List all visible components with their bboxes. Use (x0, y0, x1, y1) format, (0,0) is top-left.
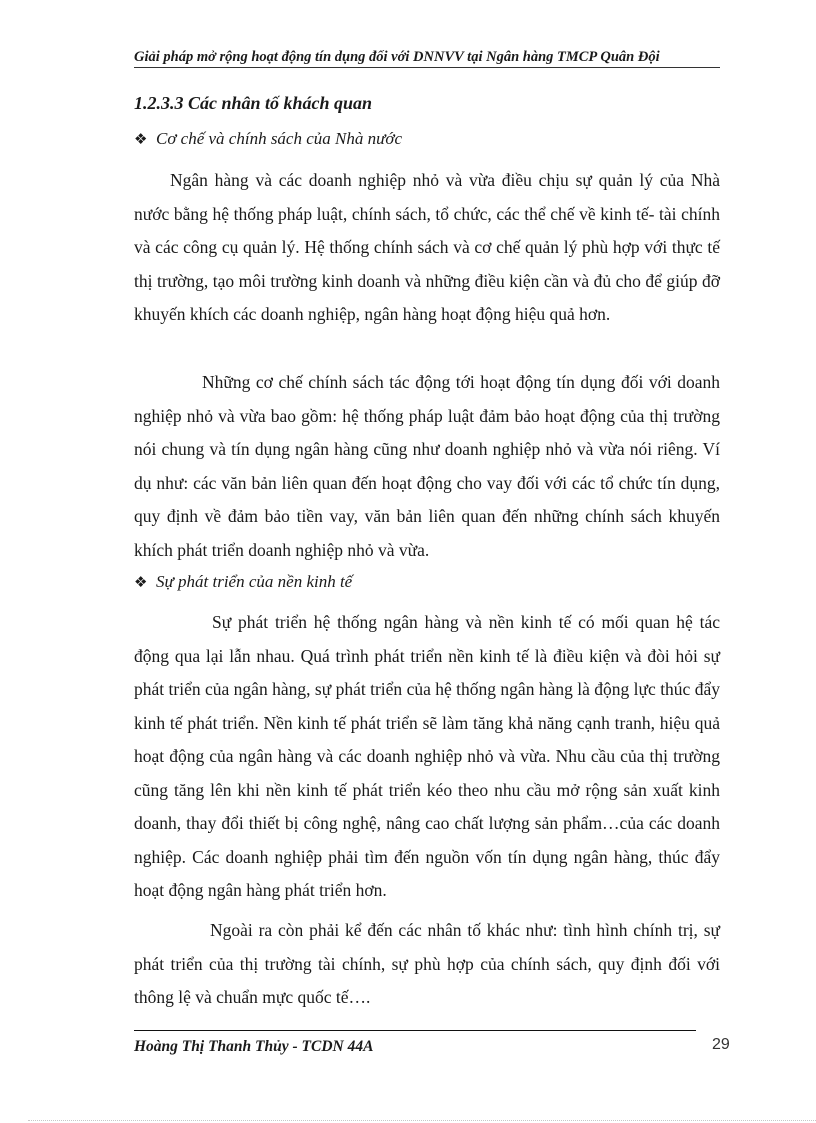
running-header: Giải pháp mở rộng hoạt động tín dụng đối với DNNVV tại Ngân hàng TMCP Quân Đội (134, 49, 660, 65)
subsection-heading-policy (134, 128, 402, 150)
subsection-title: Sự phát triển của nền kinh tế (156, 572, 353, 591)
paragraph: Những cơ chế chính sách tác động tới hoạt động tín dụng đối với doanh nghiệp nhỏ và vừa bao gồm: hệ thống pháp luật đảm bảo hoạt động của thị trường nói chung và tín dụng ngân hàng cũng như doanh nghiệp nhỏ và vừa nói riêng. Ví dụ như: các văn bản liên quan đến hoạt động cho vay đối với các tổ chức tín dụng, quy định về đảm bảo tiền vay, văn bản liên quan đến những chính sách khuyến khích phát triển doanh nghiệp nhỏ và vừa. (134, 372, 720, 560)
diamond-bullet-icon: ❖ (134, 130, 148, 148)
paragraph: Ngân hàng và các doanh nghiệp nhỏ và vừa điều chịu sự quản lý của Nhà nước bằng hệ thống pháp luật, chính sách, tổ chức, các thể chế về kinh tế- tài chính và các công cụ quản lý. Hệ thống chính sách và cơ chế quản lý phù hợp với thực tế thị trường, tạo môi trường kinh doanh và những điều kiện cần và đủ cho để giúp đỡ khuyến khích các doanh nghiệp, ngân hàng hoạt động hiệu quả hơn. (134, 170, 720, 324)
header-divider (134, 67, 720, 68)
subsection-title: Cơ chế và chính sách của Nhà nước (156, 129, 403, 148)
footer-divider (134, 1030, 696, 1031)
subsection-heading-economy (134, 571, 352, 593)
paragraph: Sự phát triển hệ thống ngân hàng và nền kinh tế có mối quan hệ tác động qua lại lẫn nhau. Quá trình phát triển nền kinh tế là điều kiện và đòi hỏi sự phát triển của ngân hàng, sự phát triển của hệ thống ngân hàng là động lực thúc đẩy kinh tế phát triển. Nền kinh tế phát triển sẽ làm tăng khả năng cạnh tranh, hiệu quả hoạt động của ngân hàng và các doanh nghiệp nhỏ và vừa. Nhu cầu của thị trường cũng tăng lên khi nền kinh tế phát triển kéo theo nhu cầu mở rộng sản xuất kinh doanh, thay đổi thiết bị công nghệ, nâng cao chất lượng sản phẩm…của các doanh nghiệp. Các doanh nghiệp phải tìm đến nguồn vốn tín dụng ngân hàng, thúc đẩy hoạt động ngân hàng phát triển hơn. (134, 612, 720, 900)
section-heading: 1.2.3.3 Các nhân tố khách quan (134, 93, 373, 113)
page-number: 29 (712, 1036, 730, 1053)
diamond-bullet-icon: ❖ (134, 573, 148, 591)
paragraph: Ngoài ra còn phải kể đến các nhân tố khác như: tình hình chính trị, sự phát triển của thị trường tài chính, sự phù hợp của chính sách, quy định đối với thông lệ và chuẩn mực quốc tế…. (134, 920, 720, 1007)
footer-author: Hoàng Thị Thanh Thủy - TCDN 44A (134, 1038, 374, 1055)
page-edge-divider (28, 1120, 816, 1121)
